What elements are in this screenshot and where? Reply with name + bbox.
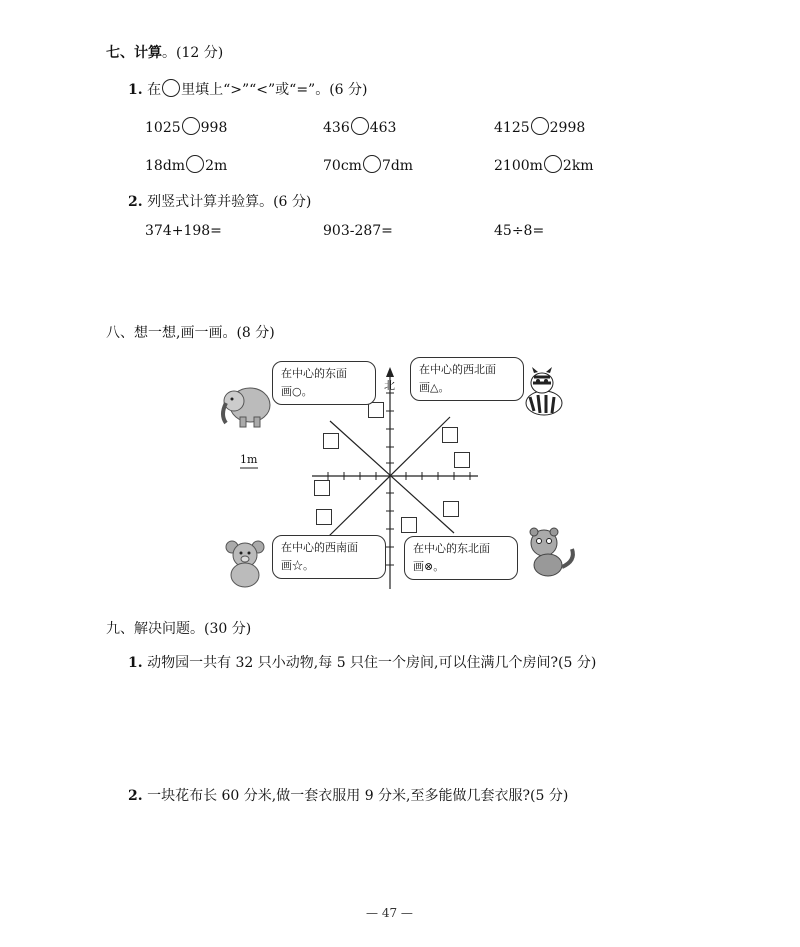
answer-circle[interactable] xyxy=(544,155,562,173)
answer-circle[interactable] xyxy=(186,155,204,173)
answer-square[interactable] xyxy=(316,509,332,525)
teddy-bear-icon xyxy=(222,539,270,591)
compare-right: 998 xyxy=(200,120,228,136)
question-text: 列竖式计算并验算。(6 分) xyxy=(147,194,312,210)
question-number: 1. xyxy=(128,655,143,671)
answer-circle[interactable] xyxy=(182,117,200,135)
tiger-icon xyxy=(524,525,580,581)
answer-square[interactable] xyxy=(442,427,458,443)
compare-right: 463 xyxy=(369,120,397,136)
question-text: 一块花布长 60 分米,做一套衣服用 9 分米,至多能做几套衣服?(5 分) xyxy=(147,788,569,804)
bubble-northeast: 在中心的东北面 画⊗。 xyxy=(404,536,518,580)
question-7-2 xyxy=(128,191,311,211)
compare-right: 2998 xyxy=(549,120,586,136)
answer-square[interactable] xyxy=(443,501,459,517)
question-9-1 xyxy=(128,652,596,672)
compare-left: 18dm xyxy=(145,158,186,174)
answer-circle[interactable] xyxy=(363,155,381,173)
north-arrow-icon xyxy=(386,367,394,377)
expression: 45÷8= xyxy=(494,223,545,239)
answer-square[interactable] xyxy=(368,402,384,418)
answer-square[interactable] xyxy=(401,517,417,533)
section-9-title: 九、解决问题。(30 分) xyxy=(106,621,252,637)
answer-square[interactable] xyxy=(323,433,339,449)
question-text: 动物园一共有 32 只小动物,每 5 只住一个房间,可以住满几个房间?(5 分) xyxy=(147,655,597,671)
answer-circle[interactable] xyxy=(351,117,369,135)
circle-blank-icon xyxy=(162,79,180,97)
bubble-east: 在中心的东面 画○。 xyxy=(272,361,376,405)
question-number: 1. xyxy=(128,82,143,98)
zebra-icon xyxy=(516,367,572,423)
expression: 374+198= xyxy=(145,223,222,239)
compare-right: 2km xyxy=(562,158,594,174)
expression: 903-287= xyxy=(323,223,393,239)
section-7-points: 。(12 分) xyxy=(162,45,224,61)
bubble-southwest: 在中心的西南面 画☆。 xyxy=(272,535,386,579)
question-7-1 xyxy=(128,79,368,99)
page-number: — 47 — xyxy=(366,906,413,920)
compare-item xyxy=(494,117,585,136)
compare-left: 4125 xyxy=(494,120,530,136)
section-7-title xyxy=(106,42,223,62)
compare-right: 7dm xyxy=(381,158,414,174)
elephant-icon xyxy=(218,375,274,431)
compare-right: 2m xyxy=(205,158,228,174)
compare-left: 2100m xyxy=(494,158,543,174)
question-number: 2. xyxy=(128,194,143,210)
section-7-number: 七、 xyxy=(106,45,134,61)
compare-left: 1025 xyxy=(145,120,181,136)
answer-square[interactable] xyxy=(314,480,330,496)
compare-left: 436 xyxy=(323,120,350,136)
compare-item xyxy=(323,155,413,174)
question-text-a: 在 xyxy=(147,82,162,98)
question-number: 2. xyxy=(128,788,143,804)
scale-label: 1m xyxy=(240,453,258,466)
answer-circle[interactable] xyxy=(531,117,549,135)
question-9-2 xyxy=(128,785,568,805)
direction-figure xyxy=(218,353,590,603)
section-7-heading: 计算 xyxy=(134,45,162,61)
bubble-northwest: 在中心的西北面 画△。 xyxy=(410,357,524,401)
question-text-b: 里填上“>”“<”或“=”。(6 分) xyxy=(181,82,368,98)
north-label: 北 xyxy=(384,379,395,392)
compare-item xyxy=(323,117,396,136)
compare-item xyxy=(145,117,227,136)
compare-item xyxy=(145,155,227,174)
compare-left: 70cm xyxy=(323,158,362,174)
answer-square[interactable] xyxy=(454,452,470,468)
compare-item xyxy=(494,155,594,174)
section-8-title: 八、想一想,画一画。(8 分) xyxy=(106,325,275,341)
